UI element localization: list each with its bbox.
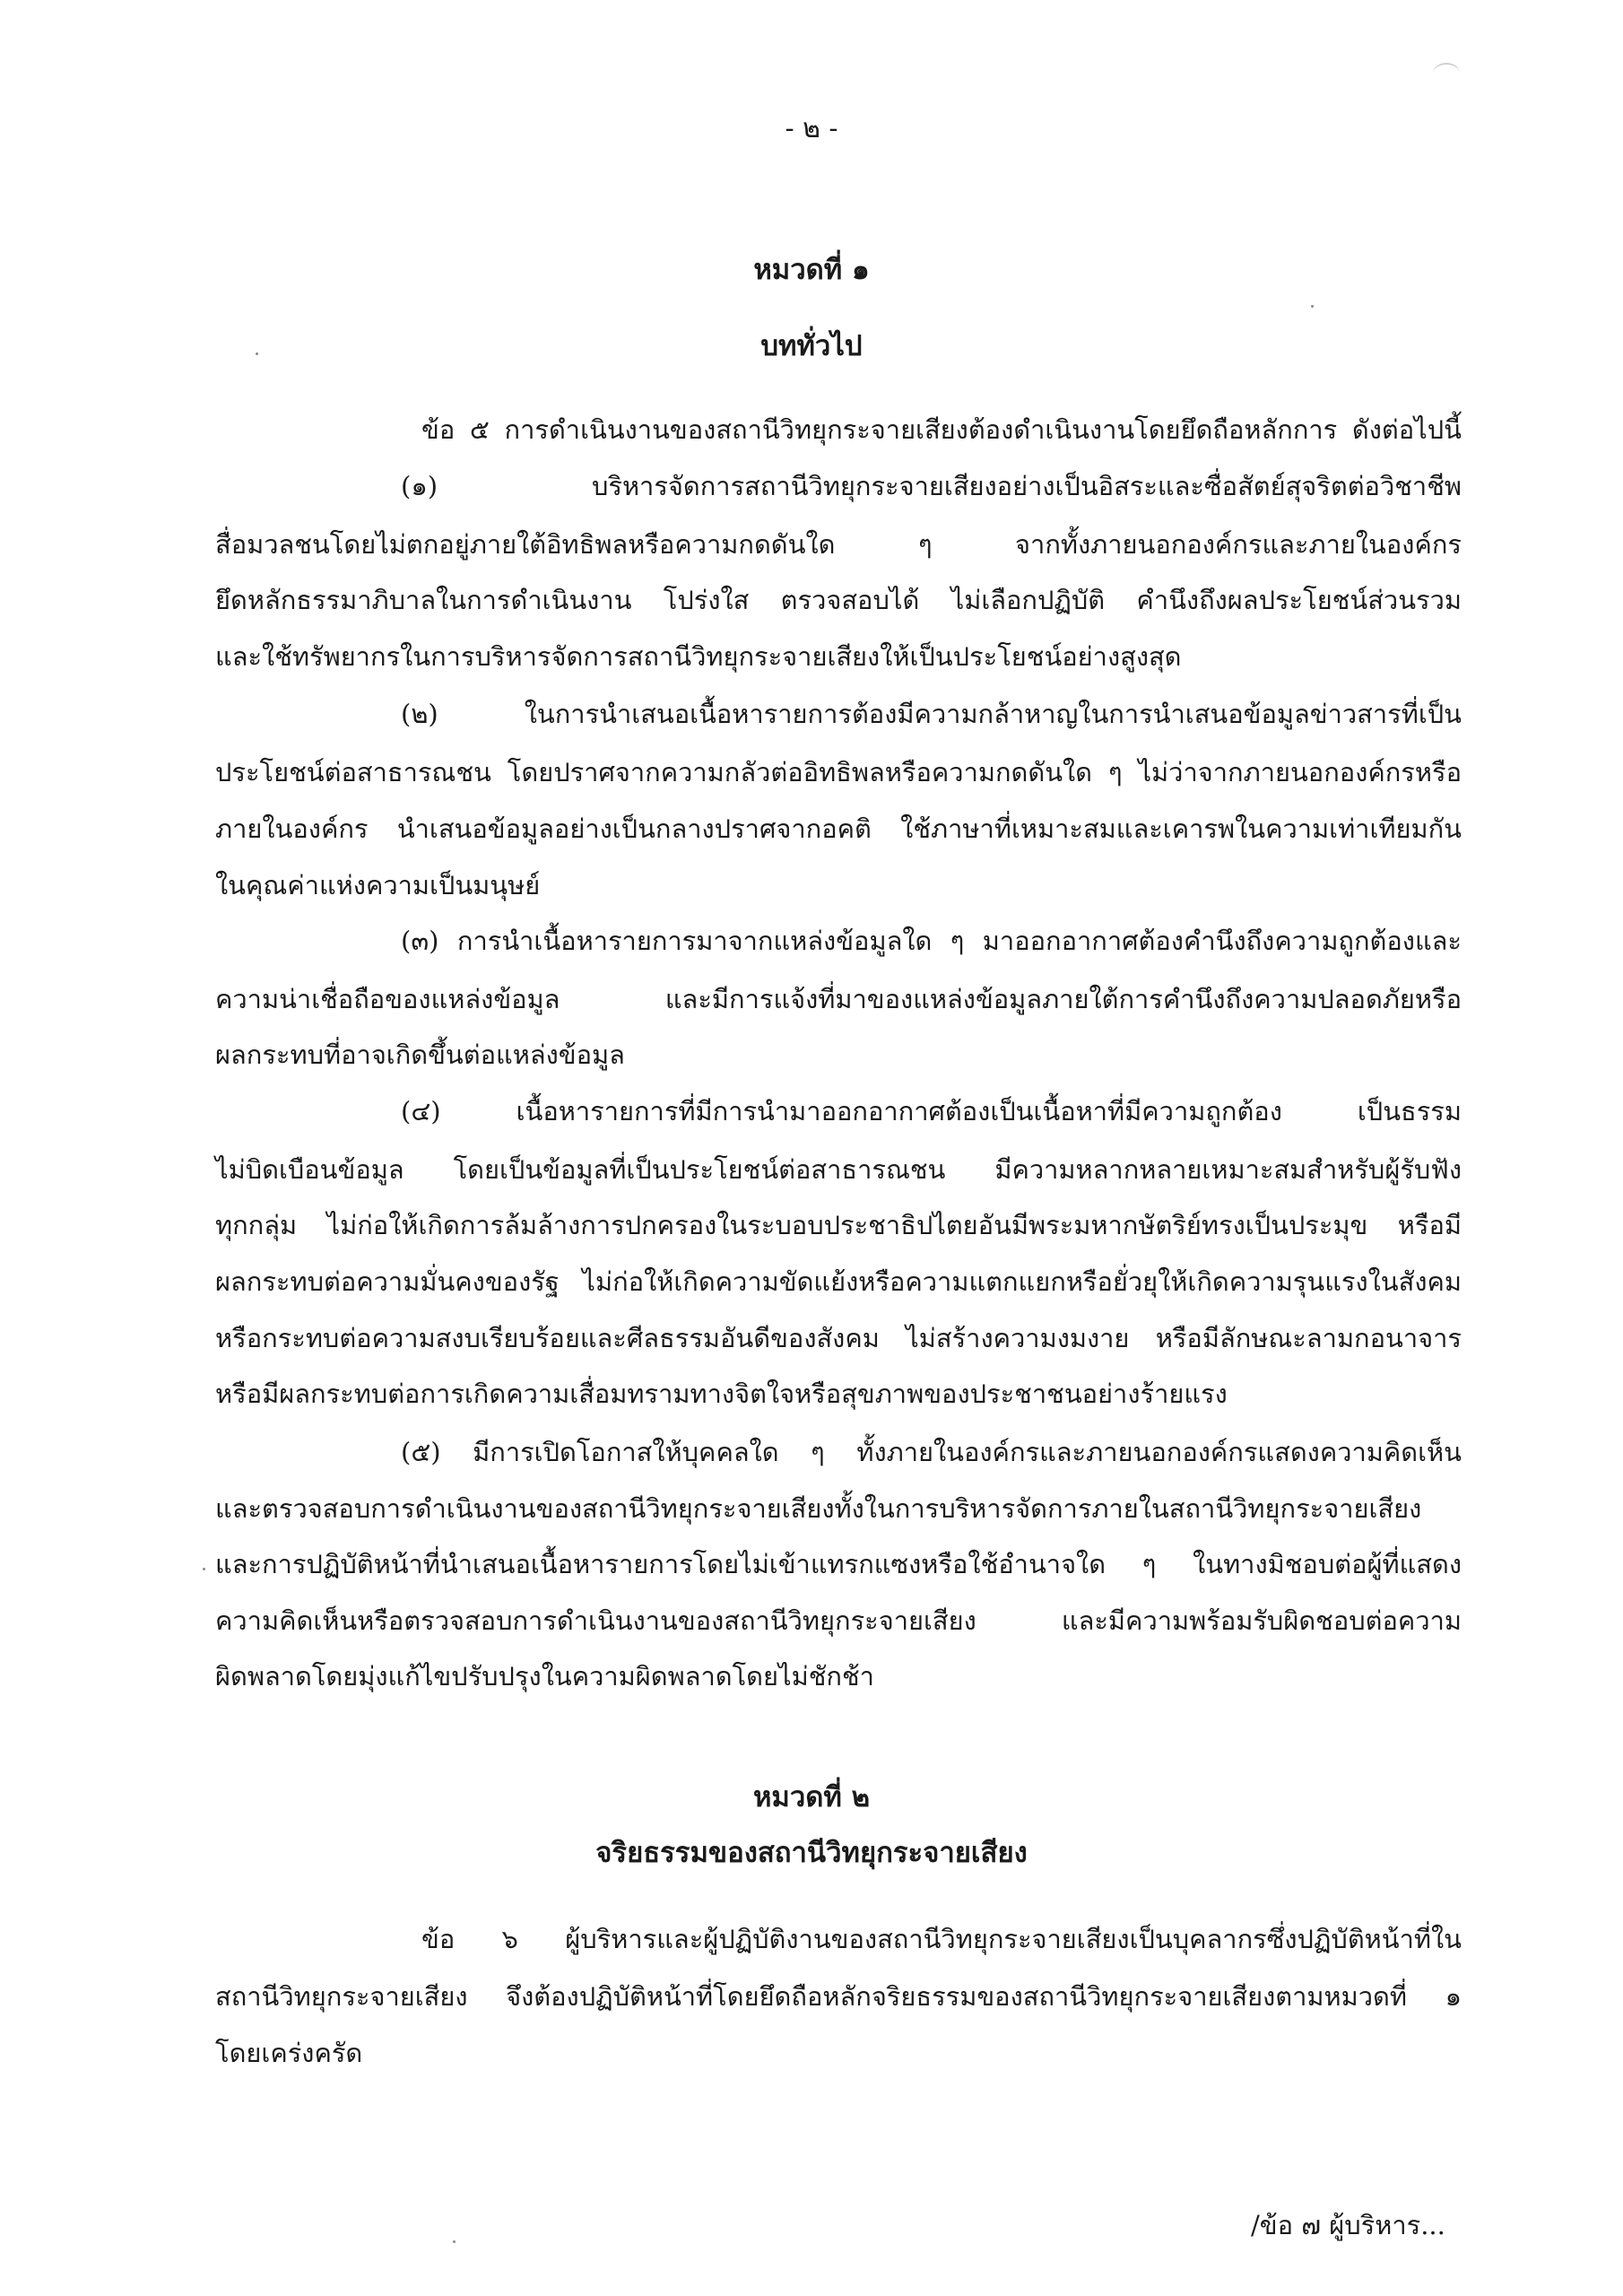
- item-4-line: ผลกระทบต่อความมั่นคงของรัฐ ไม่ก่อให้เกิดความขัดแย้งหรือความแตกแยกหรือยั่วยุให้เกิดความรุนแรงในสังคม: [215, 1266, 1462, 1297]
- item-4-line: ทุกกลุ่ม ไม่ก่อให้เกิดการล้มล้างการปกครองในระบอบประชาธิปไตยอันมีพระมหากษัตริย์ทรงเป็นประมุข หรือมี: [215, 1210, 1462, 1240]
- item-1-line: ยึดหลักธรรมาภิบาลในการดำเนินงาน โปร่งใส ตรวจสอบได้ ไม่เลือกปฏิบัติ คำนึงถึงผลประโยชน์ส่วนรวม: [215, 585, 1462, 615]
- scan-mark: [1433, 63, 1460, 84]
- item-1-line: และใช้ทรัพยากรในการบริหารจัดการสถานีวิทยุกระจายเสียงให้เป็นประโยชน์อย่างสูงสุด: [215, 641, 1182, 672]
- chapter1-title: หมวดที่ ๑: [753, 254, 870, 286]
- item-3-line: (๓) การนำเนื้อหารายการมาจากแหล่งข้อมูลใด ๆ มาออกอากาศต้องคำนึงถึงความถูกต้องและ: [401, 926, 1462, 956]
- item-2-line: ภายในองค์กร นำเสนอข้อมูลอย่างเป็นกลางปราศจากอคติ ใช้ภาษาที่เหมาะสมและเคารพในความเท่าเทียมกัน: [215, 813, 1462, 844]
- item-4-line: ไม่บิดเบือนข้อมูล โดยเป็นข้อมูลที่เป็นประโยชน์ต่อสาธารณชน มีความหลากหลายเหมาะสมสำหรับผู้รับฟัง: [215, 1154, 1462, 1185]
- item-5-line: ความคิดเห็นหรือตรวจสอบการดำเนินงานของสถานีวิทยุกระจายเสียง และมีความพร้อมรับผิดชอบต่อความ: [215, 1605, 1462, 1636]
- clause-6-line: โดยเคร่งครัด: [215, 2038, 363, 2068]
- item-1-line: สื่อมวลชนโดยไม่ตกอยู่ภายใต้อิทธิพลหรือความกดดันใด ๆ จากทั้งภายนอกองค์กรและภายในองค์กร: [215, 529, 1462, 560]
- scan-speck: [203, 1568, 205, 1570]
- item-4-line: หรือกระทบต่อความสงบเรียบร้อยและศีลธรรมอันดีของสังคม ไม่สร้างความงมงาย หรือมีลักษณะลามกอนาจาร: [215, 1323, 1462, 1353]
- continuation-note: /ข้อ ๗ ผู้บริหาร...: [1251, 2210, 1445, 2240]
- chapter2-title: หมวดที่ ๒: [752, 1781, 871, 1813]
- item-5-line: (๕) มีการเปิดโอกาสให้บุคคลใด ๆ ทั้งภายในองค์กรและภายนอกองค์กรแสดงความคิดเห็น: [401, 1437, 1462, 1467]
- page-number: - ๒ -: [785, 113, 838, 144]
- item-5-line: ผิดพลาดโดยมุ่งแก้ไขปรับปรุงในความผิดพลาดโดยไม่ชักช้า: [215, 1661, 874, 1692]
- scan-speck: [256, 352, 258, 355]
- clause-5-line: ข้อ ๕ การดำเนินงานของสถานีวิทยุกระจายเสียงต้องดำเนินงานโดยยึดถือหลักการ ดังต่อไปนี้: [421, 414, 1462, 445]
- item-2-line: ในคุณค่าแห่งความเป็นมนุษย์: [215, 870, 541, 900]
- item-3-line: ผลกระทบที่อาจเกิดขึ้นต่อแหล่งข้อมูล: [215, 1039, 625, 1070]
- clause-6-line: ข้อ ๖ ผู้บริหารและผู้ปฏิบัติงานของสถานีวิทยุกระจายเสียงเป็นบุคลากรซึ่งปฏิบัติหน้าที่ใน: [421, 1924, 1462, 1954]
- item-2-line: ประโยชน์ต่อสาธารณชน โดยปราศจากความกลัวต่ออิทธิพลหรือความกดดันใด ๆ ไม่ว่าจากภายนอกองค์กรหรือ: [215, 757, 1462, 787]
- item-3-line: ความน่าเชื่อถือของแหล่งข้อมูล และมีการแจ้งที่มาของแหล่งข้อมูลภายใต้การคำนึงถึงความปลอดภัยหรือ: [215, 984, 1462, 1014]
- item-4-line: (๔) เนื้อหารายการที่มีการนำมาออกอากาศต้องเป็นเนื้อหาที่มีความถูกต้อง เป็นธรรม: [401, 1096, 1462, 1126]
- chapter1-subtitle: บททั่วไป: [760, 330, 863, 362]
- item-4-line: หรือมีผลกระทบต่อการเกิดความเสื่อมทรามทางจิตใจหรือสุขภาพของประชาชนอย่างร้ายแรง: [215, 1378, 1228, 1409]
- scan-speck: [453, 2240, 456, 2243]
- item-5-line: และตรวจสอบการดำเนินงานของสถานีวิทยุกระจายเสียงทั้งในการบริหารจัดการภายในสถานีวิทยุกระจายเสียง: [215, 1493, 1422, 1524]
- item-2-line: (๒) ในการนำเสนอเนื้อหารายการต้องมีความกล้าหาญในการนำเสนอข้อมูลข่าวสารที่เป็น: [401, 699, 1462, 729]
- item-5-line: และการปฏิบัติหน้าที่นำเสนอเนื้อหารายการโดยไม่เข้าแทรกแซงหรือใช้อำนาจใด ๆ ในทางมิชอบต่อผู้ที่แสดง: [215, 1549, 1462, 1579]
- item-1-line: (๑) บริหารจัดการสถานีวิทยุกระจายเสียงอย่างเป็นอิสระและซื่อสัตย์สุจริตต่อวิชาชีพ: [401, 471, 1462, 501]
- scan-speck: [1311, 305, 1314, 308]
- chapter2-subtitle: จริยธรรมของสถานีวิทยุกระจายเสียง: [595, 1837, 1028, 1869]
- clause-6-line: สถานีวิทยุกระจายเสียง จึงต้องปฏิบัติหน้าที่โดยยึดถือหลักจริยธรรมของสถานีวิทยุกระจายเสียงตามหมวดที่ ๑: [215, 1981, 1462, 2012]
